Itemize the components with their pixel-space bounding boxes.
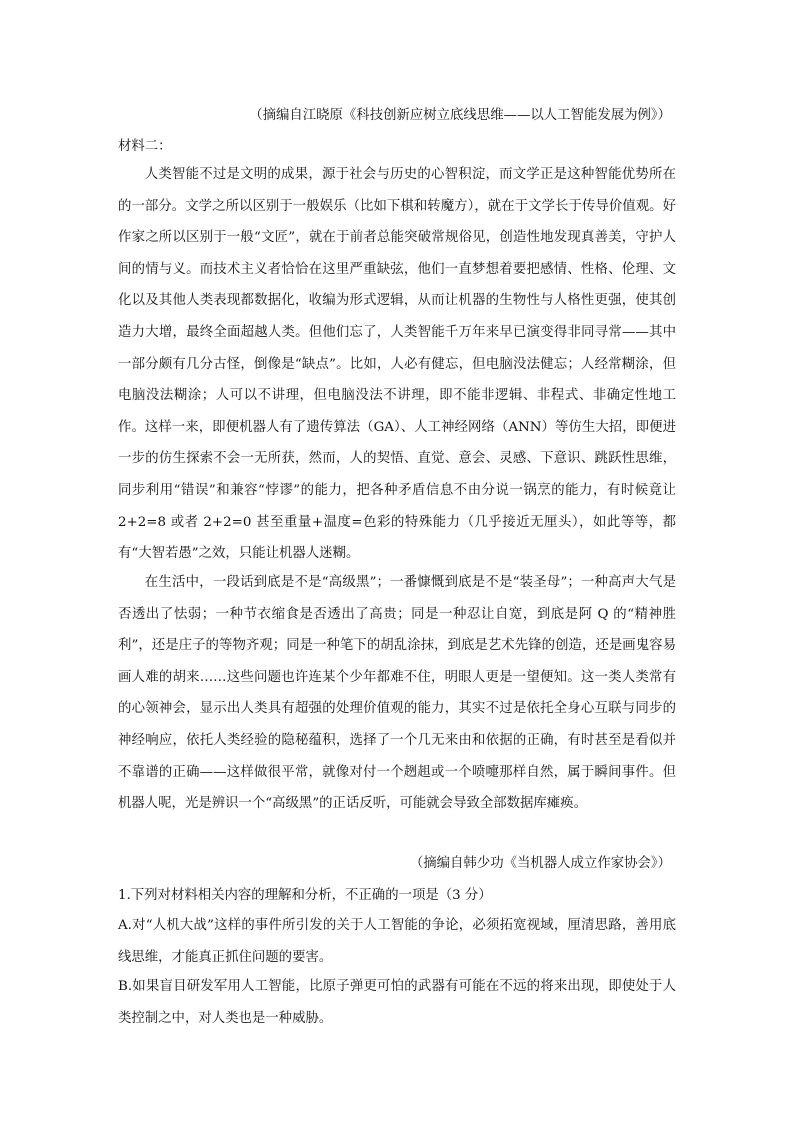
option-a: A.对“人机大战”这样的事件所引发的关于人工智能的争论，必须拓宽视域，厘清思路，善用底线思维，才能真正抓住问题的要害。	[118, 918, 676, 965]
source-citation-2: （摘编自韩少功《当机器人成立作家协会》）	[409, 856, 671, 871]
question-1: 1.下列对材料相关内容的理解和分析，不正确的一项是（3 分）	[118, 888, 492, 903]
paragraph-2: 在生活中，一段话到底是不是“高级黑”；一番慷慨到底是不是“装圣母”；一种高声大气是否透出了怯弱；一种节衣缩食是否透出了高贵；同是一种忍让自宽，到底是阿 Q 的“精神胜利”，还是庄子的等物齐观；同是一种笔下的胡乱涂抹，到底是艺术先锋的创造，还是画鬼容易画人难的胡来……这些问题也许连某个少年都难不住，明眼人更是一望便知。这一类人类常有的心领神会，显示出人类具有超强的处理价值观的能力，其实不过是依托全身心互联与同步的神经响应，依托人类经验的隐秘蕴积，选择了一个几无来由和依据的正确，有时甚至是看似并不靠谱的正确——这样做很平常，就像对付一个趔趄或一个喷嚏那样自然，属于瞬间事件。但机器人呢，光是辨识一个“高级黑”的正话反听，可能就会导致全部数据库瘫痪。	[118, 575, 676, 812]
material-two-label: 材料二：	[118, 139, 172, 154]
paragraph-1: 人类智能不过是文明的成果，源于社会与历史的心智积淀，而文学正是这种智能优势所在的一部分。文学之所以区别于一般娱乐（比如下棋和转魔方），就在于文学长于传导价值观。好作家之所以区别于一般“文匠”，就在于前者总能突破常规俗见，创造性地发现真善美，守护人间的情与义。而技术主义者恰恰在这里严重缺弦，他们一直梦想着要把感情、性格、伦理、文化以及其他人类表现都数据化，收编为形式逻辑，从而让机器的生物性与人格性更强，使其创造力大增，最终全面超越人类。但他们忘了，人类智能千万年来早已演变得非同寻常——其中一部分颇有几分古怪，倒像是“缺点”。比如，人必有健忘，但电脑没法健忘；人经常糊涂，但电脑没法糊涂；人可以不讲理，但电脑没法不讲理，即不能非逻辑、非程式、非确定性地工作。这样一来，即便机器人有了遗传算法（GA）、人工神经网络（ANN）等仿生大招，即便进一步的仿生探索不会一无所获，然而，人的契悟、直觉、意会、灵感、下意识、跳跃性思维，同步利用“错误”和兼容“悖谬”的能力，把各种矛盾信息不由分说一锅烹的能力，有时候竟让 2+2=8 或者 2+2=0 甚至重量+温度=色彩的特殊能力（几乎接近无厘头），如此等等，都有“大智若愚”之效，只能让机器人迷糊。	[118, 167, 676, 562]
option-b: B.如果盲目研发军用人工智能，比原子弹更可怕的武器有可能在不远的将来出现，即使处于人类控制之中，对人类也是一种威胁。	[118, 979, 676, 1026]
source-citation-1: （摘编自江晓原《科技创新应树立底线思维——以人工智能发展为例》）	[249, 108, 671, 123]
